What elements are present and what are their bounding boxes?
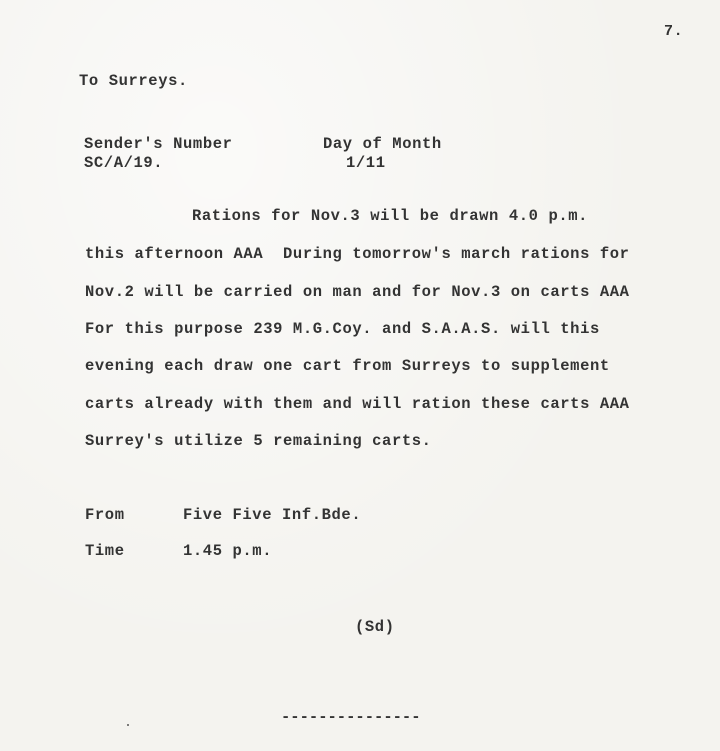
time-label: Time: [85, 542, 125, 560]
from-label: From: [85, 506, 125, 524]
sender-number-label: Sender's Number: [84, 135, 233, 153]
message-line: For this purpose 239 M.G.Coy. and S.A.A.S. will this: [85, 320, 600, 338]
message-line: carts already with them and will ration these carts AAA: [85, 395, 630, 413]
addressee: To Surreys.: [79, 72, 188, 90]
message-line: Nov.2 will be carried on man and for Nov.3 on carts AAA: [85, 283, 630, 301]
from-value: Five Five Inf.Bde.: [183, 506, 362, 524]
day-of-month-label: Day of Month: [323, 135, 442, 153]
message-line: evening each draw one cart from Surreys to supplement: [85, 357, 610, 375]
message-line: Rations for Nov.3 will be drawn 4.0 p.m.: [192, 207, 589, 225]
message-line: Surrey's utilize 5 remaining carts.: [85, 432, 432, 450]
message-line: this afternoon AAA During tomorrow's march rations for: [85, 245, 630, 263]
signature-mark: (Sd): [355, 618, 395, 636]
sender-number-value: SC/A/19.: [84, 154, 164, 172]
day-of-month-value: 1/11: [346, 154, 386, 172]
page-number: 7.: [664, 23, 684, 40]
paper-speck: [127, 724, 129, 726]
end-rule: ---------------: [281, 708, 421, 726]
time-value: 1.45 p.m.: [183, 542, 273, 560]
